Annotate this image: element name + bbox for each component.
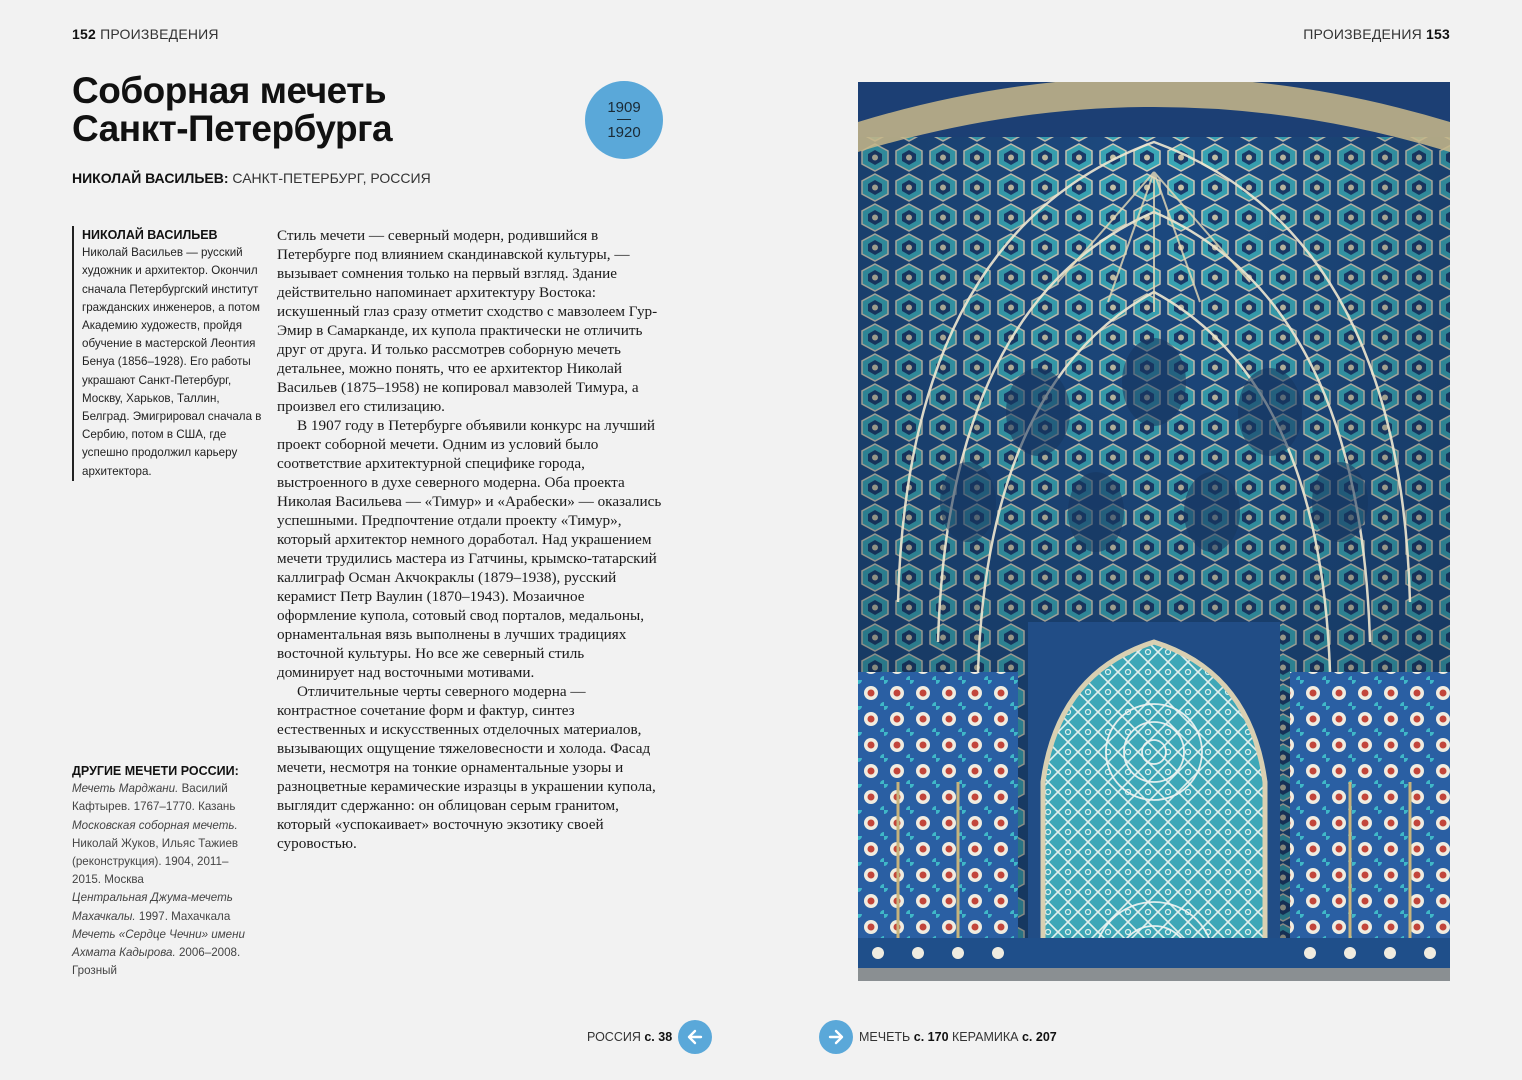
list-item (72, 889, 257, 925)
mosque-details: Николай Жуков, Ильяс Тажиев (реконструкция). 1904, 2011–2015. Москва (72, 836, 239, 887)
mosque-details: 2006–2008. Грозный (72, 946, 241, 978)
author-bio (72, 226, 267, 481)
article-body (277, 226, 665, 853)
next-reference-label-1: МЕЧЕТЬ (859, 1030, 911, 1044)
next-page-number-1: 170 (927, 1030, 949, 1044)
list-item (72, 780, 257, 816)
date-end: 1920 (607, 124, 641, 141)
next-page-prefix-1: с. (913, 1030, 925, 1044)
prev-page-number: 38 (658, 1030, 673, 1044)
list-item (72, 926, 257, 981)
author-name: НИКОЛАЙ ВАСИЛЬЕВ: (72, 170, 229, 186)
date-divider (617, 119, 631, 120)
page-title (72, 72, 552, 148)
next-reference-label-2: КЕРАМИКА (952, 1030, 1019, 1044)
location: САНКТ-ПЕТЕРБУРГ, РОССИЯ (232, 170, 431, 186)
mosque-name: Московская соборная мечеть. (72, 818, 238, 832)
date-start: 1909 (607, 99, 641, 116)
paragraph-2: В 1907 году в Петербурге объявили конкурс на лучший проект соборной мечети. Одним из условий было соответствие архитектурной специфике города, выстроенного в духе северного модерна. Оба проекта Николая Васильева — «Тимур» и «Арабески» — оказались успешными. Предпочтение отдали проекту «Тимур», который архитектор немного доработал. Над украшением мечети трудились мастера из Гатчины, крымско-татарский каллиграф Осман Акчокраклы (1879–1938), русский керамист Петр Ваулин (1870–1943). Мозаичное оформление купола, сотовый свод порталов, медальоны, орнаментальная вязь выполнены в лучших традициях восточной культуры. Но все же северный стиль доминирует над восточными мотивами. (277, 417, 662, 681)
mosque-name: Мечеть «Сердце Чечни» имени Ахмата Кадырова. (72, 927, 245, 960)
next-page-prefix-2: с. (1021, 1030, 1033, 1044)
paragraph-1: Стиль мечети — северный модерн, родившийся в Петербурге под влиянием скандинавской культуры, — вызывает сомнения только на первый взгляд. Здание действительно напоминает архитектуру Востока: искушенный глаз сразу отметит сходство с мавзолеем Гур-Эмир в Самарканде, их купола практически не отличить друг от друга. И только рассмотрев соборную мечеть детальнее, можно понять, что ее архитектор Николай Васильев (1875–1958) не копировал мавзолей Тимура, а произвел его стилизацию. (277, 227, 658, 415)
left-section-name: ПРОИЗВЕДЕНИЯ (100, 26, 219, 42)
next-reference[interactable] (819, 1020, 1057, 1054)
arrow-left-icon[interactable] (678, 1020, 712, 1054)
arrow-right-icon[interactable] (819, 1020, 853, 1054)
other-mosques-heading: ДРУГИЕ МЕЧЕТИ РОССИИ: (72, 764, 239, 778)
date-badge (585, 81, 663, 159)
list-item (72, 817, 257, 890)
author-location (72, 170, 431, 186)
prev-reference[interactable] (587, 1020, 712, 1054)
right-section-name: ПРОИЗВЕДЕНИЯ (1303, 26, 1422, 42)
bio-heading: НИКОЛАЙ ВАСИЛЬЕВ (82, 228, 218, 242)
mosque-name: Центральная Джума-мечеть Махачкалы. (72, 891, 233, 923)
next-page-number-2: 207 (1035, 1030, 1057, 1044)
left-page-header (72, 26, 219, 42)
title-line-1: Соборная мечеть (72, 70, 387, 111)
mosque-name: Мечеть Марджани. (72, 782, 179, 796)
paragraph-3: Отличительные черты северного модерна — контрастное сочетание форм и фактур, синтез естественных и искусственных отделочных материалов, вызывающих ощущение тяжеловесности и холода. Фасад мечети, несмотря на тонкие орнаментальные узоры и разноцветные керамические изразцы в украшении купола, выглядит сдержанно: он облицован серым гранитом, который «успокаивает» восточную экзотику своей суровостью. (277, 683, 656, 852)
title-line-2: Санкт-Петербурга (72, 108, 393, 149)
bio-text: Николай Васильев — русский художник и архитектор. Окончил сначала Петербургский институт гражданских инженеров, а потом Академию художеств, пройдя обучение в мастерской Леонтия Бенуа (1856–1928). Его работы украшают Санкт-Петербург, Москву, Харьков, Таллин, Белград. Эмигрировал сначала в Сербию, потом в США, где успешно продолжил карьеру архитектора. (82, 246, 262, 478)
prev-page-prefix: с. (644, 1030, 655, 1044)
mosque-portal-photo (858, 82, 1450, 981)
mosque-details: 1997. Махачкала (138, 909, 231, 923)
right-page-header (1303, 26, 1450, 42)
right-page-number: 153 (1426, 26, 1450, 42)
left-page-number: 152 (72, 26, 96, 42)
other-mosques (72, 762, 257, 980)
mosque-details: Василий Кафтырев. 1767–1770. Казань (72, 782, 236, 814)
prev-reference-label: РОССИЯ (587, 1030, 641, 1044)
